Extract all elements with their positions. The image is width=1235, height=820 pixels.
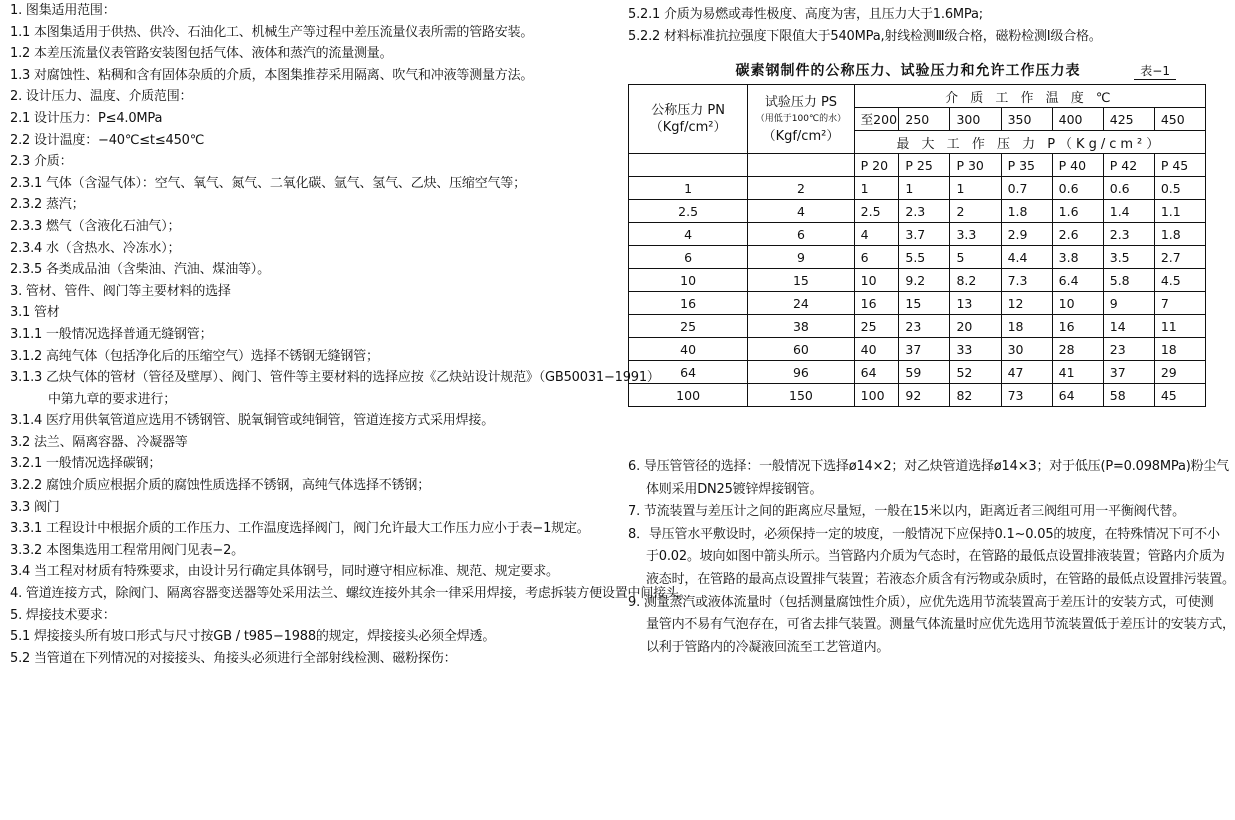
table-cell: 7 (1154, 292, 1205, 315)
table-row (629, 315, 1206, 338)
table-cell: 1.8 (1154, 223, 1205, 246)
text-line: 1.1 本图集适用于供热、供冷、石油化工、机械生产等过程中差压流量仪表所需的管路安装。 (10, 24, 534, 40)
text-line: 1.2 本差压流量仪表管路安装图包括气体、液体和蒸汽的流量测量。 (10, 46, 393, 62)
table-cell: 20 (950, 315, 1001, 338)
table-cell: 9.2 (899, 269, 950, 292)
p-label-cell: P 25 (899, 154, 950, 177)
text-line: 3.1 管材 (10, 305, 60, 321)
header-pn-label: 公称压力 PN (651, 103, 725, 118)
temp-cell: 300 (950, 108, 1001, 131)
table-cell: 5 (950, 246, 1001, 269)
table-cell: 33 (950, 338, 1001, 361)
header-pn (629, 85, 748, 154)
table-cell: 2 (950, 200, 1001, 223)
table-cell: 10 (854, 269, 899, 292)
table-cell: 2.5 (854, 200, 899, 223)
table-cell: 1.4 (1103, 200, 1154, 223)
table-cell: 13 (950, 292, 1001, 315)
table-row (629, 269, 1206, 292)
header-ps-unit: （Kgf/cm²） (762, 128, 840, 144)
table-cell: 64 (1052, 384, 1103, 407)
table-cell: 1 (854, 177, 899, 200)
table-cell: 4 (854, 223, 899, 246)
table-cell: 12 (1001, 292, 1052, 315)
table-cell: 6.4 (1052, 269, 1103, 292)
table-cell: 1 (629, 177, 748, 200)
table-cell: 100 (854, 384, 899, 407)
table-cell: 37 (899, 338, 950, 361)
table-cell: 1.6 (1052, 200, 1103, 223)
text-line: 3.3 阀门 (10, 499, 60, 515)
table-cell: 3.7 (899, 223, 950, 246)
table-cell: 6 (629, 246, 748, 269)
text-line: 2.3.5 各类成品油（含柴油、汽油、煤油等）。 (10, 262, 270, 278)
text-line: 量管内不易有气泡存在，可省去排气装置。测量气体流量时应优先选用节流装置低于差压计的安装方式， (646, 617, 1235, 633)
text-line: 7. 节流装置与差压计之间的距离应尽量短，一般在15米以内，距离近者三阀组可用一平衡阀代替。 (628, 504, 1185, 520)
table-row (629, 200, 1206, 223)
text-line: 3.1.1 一般情况选择普通无缝钢管； (10, 326, 213, 342)
p-label-cell: P 42 (1103, 154, 1154, 177)
table-cell: 5.5 (899, 246, 950, 269)
p-label-cell: P 35 (1001, 154, 1052, 177)
text-line: 3.1.4 医疗用供氧管道应选用不锈钢管、脱氧铜管或纯铜管，管道连接方式采用焊接。 (10, 413, 495, 429)
table-row (629, 246, 1206, 269)
table-cell: 96 (748, 361, 854, 384)
table-row (629, 338, 1206, 361)
table-row (629, 361, 1206, 384)
text-line: 3.2 法兰、隔离容器、冷凝器等 (10, 434, 188, 450)
text-line: 3.1.3 乙炔气体的管材（管径及壁厚）、阀门、管件等主要材料的选择应按《乙炔站设计规范》（GB50031−1991） (10, 370, 660, 386)
temp-cell: 450 (1154, 108, 1205, 131)
table-cell: 9 (1103, 292, 1154, 315)
header-temperature: 介 质 工 作 温 度 ℃ (854, 85, 1205, 108)
text-line: 2.3.1 气体（含湿气体）：空气、氧气、氮气、二氧化碳、氩气、氢气、乙炔、压缩空气等； (10, 175, 526, 191)
table-cell: 64 (854, 361, 899, 384)
text-line: 8．导压管水平敷设时，必须保持一定的坡度，一般情况下应保持0.1~0.05的坡度，在特殊情况下可不小 (628, 526, 1220, 542)
text-line: 3.3.2 本图集选用工程常用阀门见表−2。 (10, 542, 244, 558)
table-cell: 4.5 (1154, 269, 1205, 292)
table-cell: 2.3 (1103, 223, 1154, 246)
table-cell: 14 (1103, 315, 1154, 338)
header-ps-note: （用低于100℃的水） (755, 113, 847, 124)
table-cell: 6 (748, 223, 854, 246)
table-cell: 150 (748, 384, 854, 407)
text-line: 1. 图集适用范围： (10, 3, 116, 18)
table-cell: 58 (1103, 384, 1154, 407)
text-line: 液态时，在管路的最高点设置排气装置；若液态介质含有污物或杂质时，在管路的最低点设置排污装置。 (646, 571, 1235, 587)
table-cell: 6 (854, 246, 899, 269)
table-cell: 16 (854, 292, 899, 315)
table-cell: 3.8 (1052, 246, 1103, 269)
text-line: 3.2.2 腐蚀介质应根据介质的腐蚀性质选择不锈钢，高纯气体选择不锈钢； (10, 478, 431, 494)
table-row (629, 177, 1206, 200)
table-cell: 1.1 (1154, 200, 1205, 223)
temp-cell: 至200 (854, 108, 899, 131)
table-cell: 24 (748, 292, 854, 315)
table-cell: 10 (629, 269, 748, 292)
text-line: 2.3.3 燃气（含液化石油气）； (10, 218, 181, 234)
table-cell: 37 (1103, 361, 1154, 384)
table-cell: 40 (854, 338, 899, 361)
text-line: 中第九章的要求进行； (48, 391, 177, 407)
header-ps (748, 85, 854, 154)
top-text-block (628, 4, 1208, 48)
table-cell: 60 (748, 338, 854, 361)
table-cell: 0.5 (1154, 177, 1205, 200)
text-line: 9. 测量蒸汽或液体流量时（包括测量腐蚀性介质），应优先选用节流装置高于差压计的安装方式，可使测 (628, 594, 1214, 610)
table-cell: 38 (748, 315, 854, 338)
notes-block (628, 456, 1235, 659)
table-cell: 15 (899, 292, 950, 315)
text-line: 5.2.2 材料标准抗拉强度下限值大于540MPa,射线检测Ⅲ级合格，磁粉检测Ⅰ级合格。 (628, 29, 1102, 44)
table-cell: 40 (629, 338, 748, 361)
blank-cell (748, 154, 854, 177)
table-cell: 23 (899, 315, 950, 338)
table-cell: 1.8 (1001, 200, 1052, 223)
p-label-cell: P 30 (950, 154, 1001, 177)
p-label-cell: P 20 (854, 154, 899, 177)
table-cell: 0.7 (1001, 177, 1052, 200)
table-cell: 2.3 (899, 200, 950, 223)
header-ps-label: 试验压力 PS (764, 94, 838, 110)
table-row (629, 384, 1206, 407)
p-label-cell: P 40 (1052, 154, 1103, 177)
text-line: 5.1 焊接接头所有坡口形式与尺寸按GB / t985−1988的规定，焊接接头必须全焊透。 (10, 629, 496, 645)
table-cell: 29 (1154, 361, 1205, 384)
table-caption (628, 60, 1208, 82)
table-cell: 2.5 (629, 200, 748, 223)
text-line: 5.2 当管道在下列情况的对接接头、角接头必须进行全部射线检测、磁粉探伤： (10, 650, 457, 666)
header-pn-unit: （Kgf/cm²） (649, 120, 727, 135)
header-max-pressure: 最 大 工 作 压 力 P（Kg/cm²） (854, 131, 1205, 154)
text-line: 2.3.4 水（含热水、冷冻水）； (10, 240, 181, 256)
table-cell: 15 (748, 269, 854, 292)
table-cell: 64 (629, 361, 748, 384)
text-line: 体则采用DN25镀锌焊接钢管。 (646, 481, 823, 497)
text-line: 3.4 当工程对材质有特殊要求，由设计另行确定具体钢号，同时遵守相应标准、规范、规定要求。 (10, 564, 559, 580)
table-cell: 3.3 (950, 223, 1001, 246)
table-cell: 73 (1001, 384, 1052, 407)
table-cell: 41 (1052, 361, 1103, 384)
text-line: 3. 管材、管件、阀门等主要材料的选择 (10, 283, 231, 299)
text-line: 2.1 设计压力：P≤4.0MPa (10, 110, 163, 126)
table-title: 碳素钢制件的公称压力、试验压力和允许工作压力表 (735, 63, 1081, 79)
p-label-cell: P 45 (1154, 154, 1205, 177)
table-cell: 82 (950, 384, 1001, 407)
table-cell: 10 (1052, 292, 1103, 315)
table-cell: 2.7 (1154, 246, 1205, 269)
table-cell: 1 (899, 177, 950, 200)
table-cell: 52 (950, 361, 1001, 384)
text-line: 5. 焊接技术要求： (10, 607, 116, 623)
table-cell: 23 (1103, 338, 1154, 361)
table-cell: 2.9 (1001, 223, 1052, 246)
text-line: 2. 设计压力、温度、介质范围： (10, 89, 193, 105)
table-cell: 8.2 (950, 269, 1001, 292)
table-cell: 1 (950, 177, 1001, 200)
table-cell: 30 (1001, 338, 1052, 361)
table-cell: 18 (1001, 315, 1052, 338)
text-line: 于0.02。坡向如图中箭头所示。当管路内介质为气态时，在管路的最低点设置排液装置；管路内介质为 (646, 549, 1225, 565)
text-line: 3.3.1 工程设计中根据介质的工作压力、工作温度选择阀门，阀门允许最大工作压力应小于表−1规定。 (10, 521, 590, 537)
table-cell: 5.8 (1103, 269, 1154, 292)
table-cell: 4 (629, 223, 748, 246)
table-cell: 7.3 (1001, 269, 1052, 292)
table-cell: 0.6 (1052, 177, 1103, 200)
text-line: 1.3 对腐蚀性、粘稠和含有固体杂质的介质，本图集推荐采用隔离、吹气和冲液等测量方法。 (10, 67, 534, 83)
table-cell: 2.6 (1052, 223, 1103, 246)
pressure-table (628, 84, 1206, 407)
table-cell: 16 (629, 292, 748, 315)
table-body (629, 177, 1206, 407)
blank-cell (629, 154, 748, 177)
table-cell: 4 (748, 200, 854, 223)
table-cell: 11 (1154, 315, 1205, 338)
text-line: 4. 管道连接方式，除阀门、隔离容器变送器等处采用法兰、螺纹连接外其余一律采用焊接，考虑拆装方便设置中间接头。 (10, 586, 692, 602)
table-cell: 25 (629, 315, 748, 338)
text-line: 3.1.2 高纯气体（包括净化后的压缩空气）选择不锈钢无缝钢管； (10, 348, 379, 364)
text-line: 5.2.1 介质为易燃或毒性极度、高度为害，且压力大于1.6MPa; (628, 7, 983, 22)
table-cell: 47 (1001, 361, 1052, 384)
temp-cell: 350 (1001, 108, 1052, 131)
table-row (629, 292, 1206, 315)
table-cell: 45 (1154, 384, 1205, 407)
table-cell: 28 (1052, 338, 1103, 361)
table-cell: 3.5 (1103, 246, 1154, 269)
temp-cell: 400 (1052, 108, 1103, 131)
temp-cell: 425 (1103, 108, 1154, 131)
table-cell: 2 (748, 177, 854, 200)
table-cell: 100 (629, 384, 748, 407)
table-cell: 0.6 (1103, 177, 1154, 200)
text-line: 3.2.1 一般情况选择碳钢； (10, 456, 162, 472)
text-line: 2.2 设计温度：−40℃≤t≤450℃ (10, 132, 205, 148)
table-cell: 16 (1052, 315, 1103, 338)
text-line: 2.3.2 蒸汽； (10, 197, 85, 213)
table-cell: 59 (899, 361, 950, 384)
table-cell: 4.4 (1001, 246, 1052, 269)
text-line: 6. 导压管管径的选择：一般情况下选择ø14×2；对乙炔管道选择ø14×3；对于低压(P=0.098MPa)粉尘气 (628, 459, 1229, 474)
table-row (629, 223, 1206, 246)
table-cell: 18 (1154, 338, 1205, 361)
table-cell: 25 (854, 315, 899, 338)
table-number: 表−1 (1134, 62, 1176, 80)
text-line: 2.3 介质： (10, 154, 73, 170)
temp-cell: 250 (899, 108, 950, 131)
text-line: 以利于管路内的冷凝液回流至工艺管道内。 (646, 639, 890, 655)
table-cell: 92 (899, 384, 950, 407)
table-cell: 9 (748, 246, 854, 269)
